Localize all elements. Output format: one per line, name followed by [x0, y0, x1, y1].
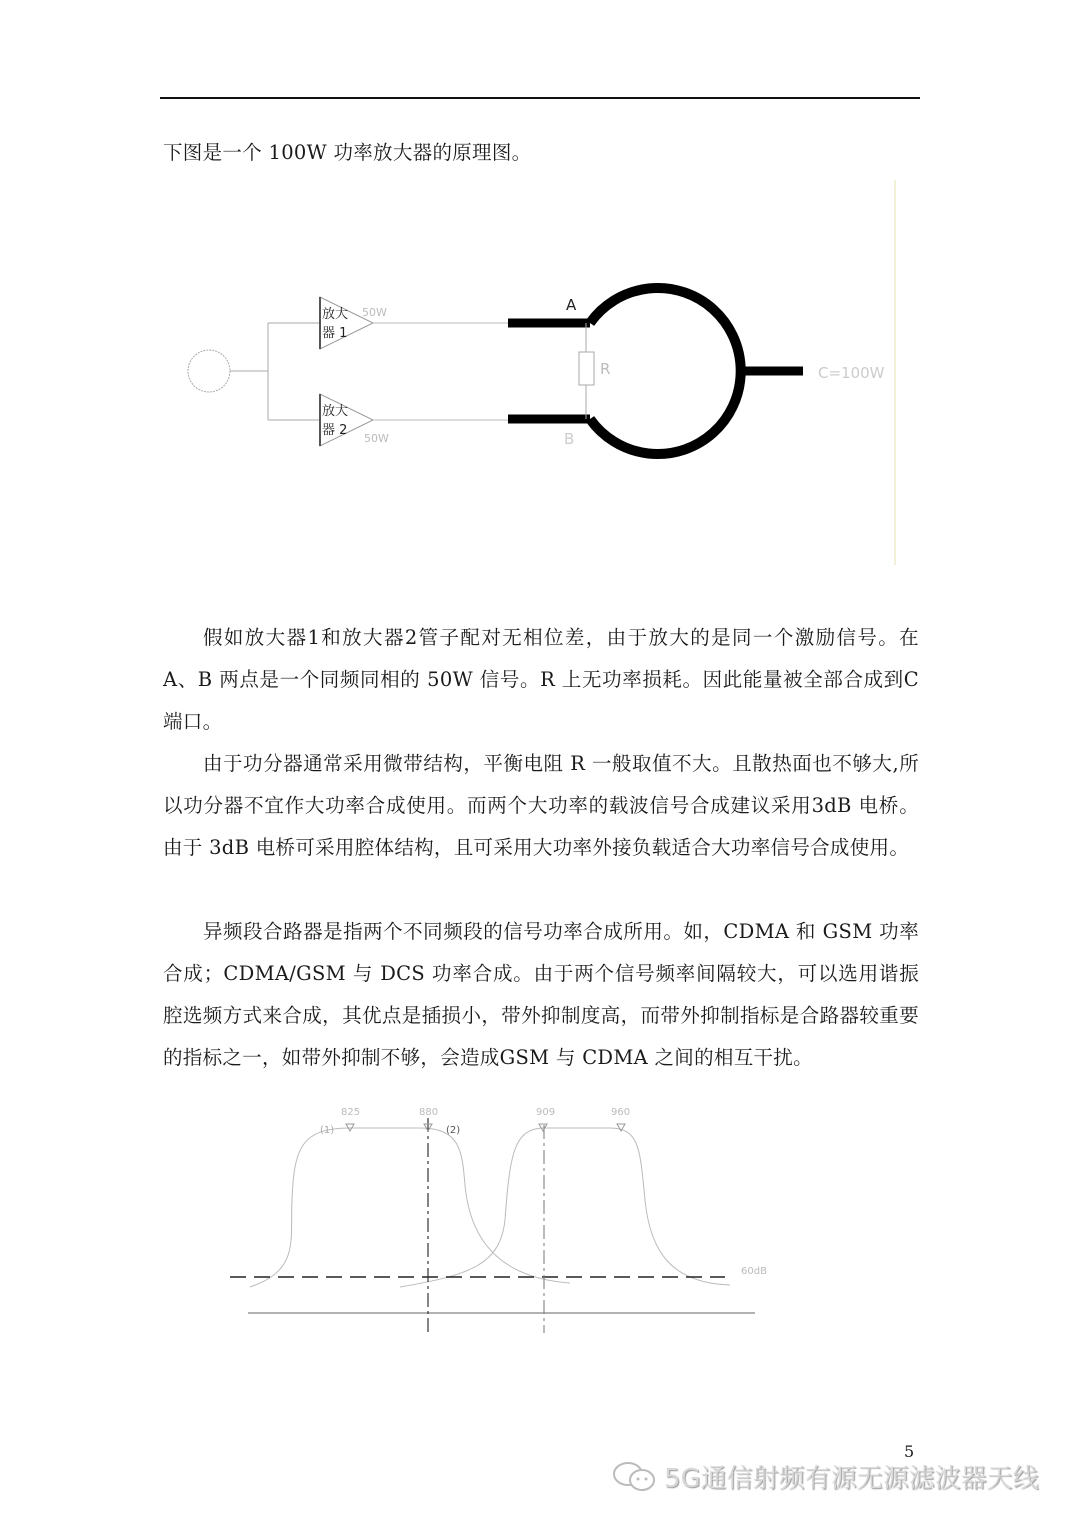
page-number: 5 [904, 1442, 915, 1461]
threshold-label: 60dB [741, 1266, 767, 1277]
filter-response-diagram [230, 1095, 790, 1340]
band-1-label: (1) [320, 1125, 335, 1136]
header-rule [160, 97, 920, 99]
port-b-label: B [564, 430, 575, 448]
paragraph-3: 异频段合路器是指两个不同频段的信号功率合成所用。如，CDMA 和 GSM 功率合成；CDMA/GSM 与 DCS 功率合成。由于两个信号频率间隔较大，可以选用谐振腔选频方式来合成，其优点是插损小，带外抑制度高，而带外抑制指标是合路器较重要的指标之一，如带外抑制不够，会造成GSM 与 CDMA 之间的相互干扰。 [163, 920, 919, 1069]
amp2-label-1: 放大 [322, 404, 349, 419]
signal-source-icon [188, 350, 230, 392]
amp2-label-2: 器 2 [322, 423, 348, 438]
marker-825: 825 [341, 1107, 361, 1118]
amp2-power: 50W [364, 432, 389, 445]
amp1-power: 50W [362, 306, 387, 319]
amp1-label-1: 放大 [322, 307, 349, 322]
band-2-label: (2) [446, 1125, 461, 1136]
intro-text: 下图是一个 100W 功率放大器的原理图。 [163, 141, 532, 164]
watermark-text: 5G通信射频有源无源滤波器天线 [664, 1464, 1039, 1494]
amp1-label-2: 器 1 [322, 326, 348, 341]
wechat-icon [612, 1461, 658, 1493]
resistor-icon [579, 352, 594, 385]
marker-880: 880 [419, 1107, 439, 1118]
port-a-label: A [566, 296, 577, 314]
marker-960: 960 [611, 1107, 631, 1118]
paragraph-1: 假如放大器1和放大器2管子配对无相位差，由于放大的是同一个激励信号。在 A、B 两点是一个同频同相的 50W 信号。R 上无功率损耗。因此能量被全部合成到C 端口。 [163, 626, 919, 733]
output-label: C=100W [818, 364, 885, 382]
combiner-ring [590, 288, 741, 454]
resistor-label: R [600, 360, 611, 378]
watermark [612, 1458, 1039, 1495]
paragraph-2: 由于功分器通常采用微带结构，平衡电阻 R 一般取值不大。且散热面也不够大,所以功分器不宜作大功率合成使用。而两个大功率的载波信号合成建议采用3dB 电桥。由于 3dB 电桥可采用腔体结构，且可采用大功率外接负载适合大功率信号合成使用。 [163, 752, 919, 859]
amplifier-schematic [180, 180, 920, 570]
amplifier-1-icon [320, 297, 373, 349]
marker-909: 909 [536, 1107, 556, 1118]
